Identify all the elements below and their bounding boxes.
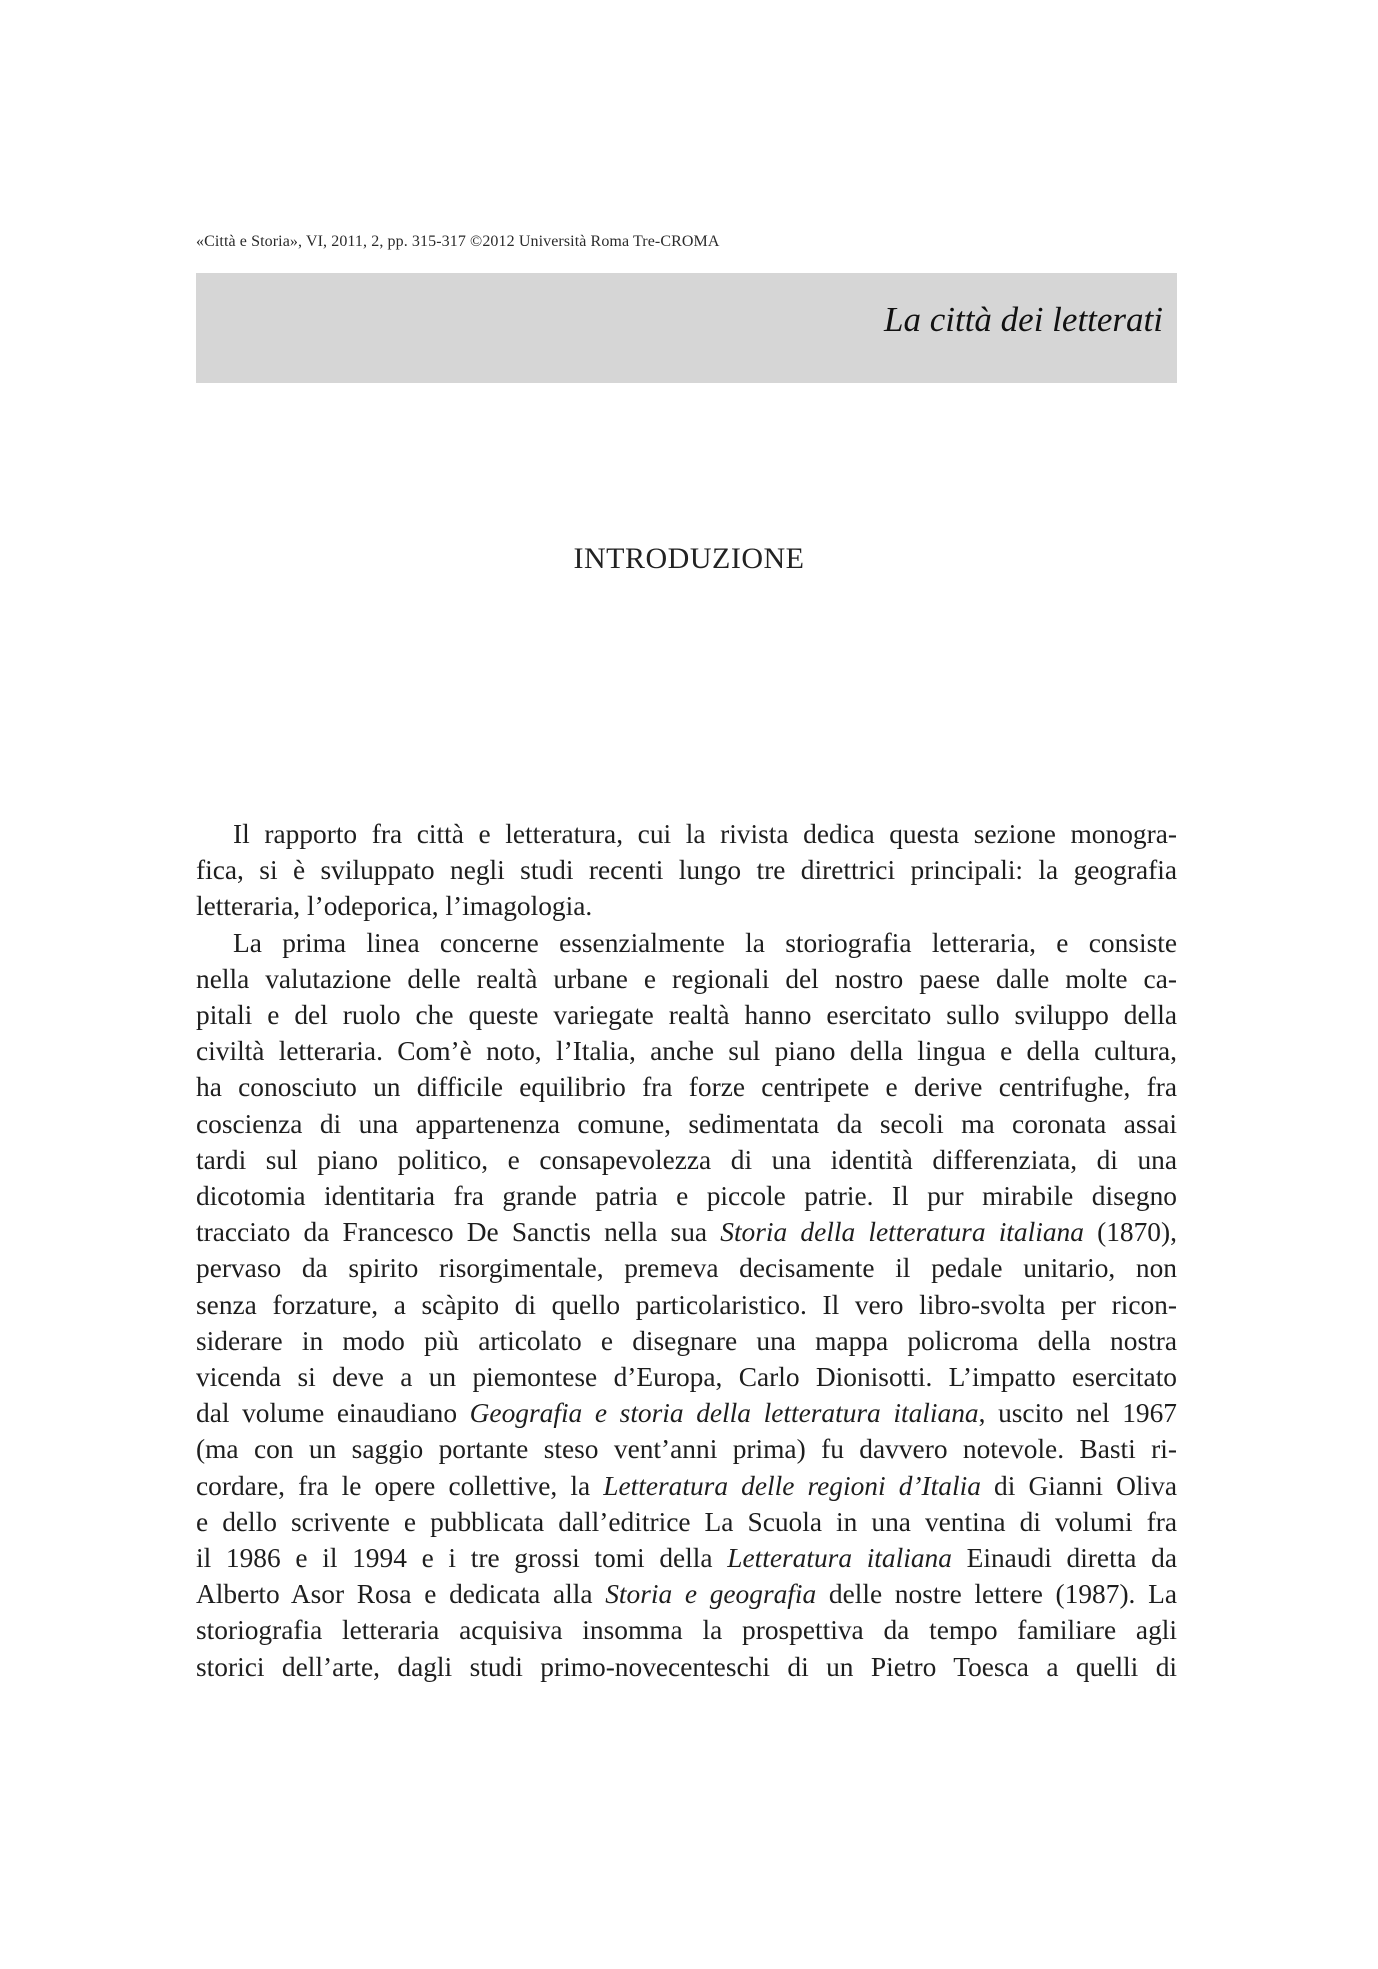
text-run: delle nostre lettere (1987). La <box>816 1579 1177 1610</box>
text-line: Il rapporto fra città e letteratura, cui la rivista dedica questa sezione monogra- <box>233 819 1177 849</box>
text-line: letteraria, l’odeporica, l’imagologia. <box>196 891 593 922</box>
section-banner <box>196 273 1177 383</box>
text-line: civiltà letteraria. Com’è noto, l’Italia, anche sul piano della lingua e della cultura, <box>196 1036 1177 1067</box>
text-line: ha conosciuto un difficile equilibrio fra forze centripete e derive centrifughe, fra <box>196 1072 1177 1103</box>
text-line: e dello scrivente e pubblicata dall’editrice La Scuola in una ventina di volumi fra <box>196 1506 1177 1537</box>
text-run: tracciato da Francesco De Sanctis nella sua <box>196 1217 721 1248</box>
text-line: storiografia letteraria acquisiva insomma la prospettiva da tempo familiare agli <box>196 1615 1177 1646</box>
text-line: La prima linea concerne essenzialmente la storiografia letteraria, e consiste <box>233 927 1177 958</box>
text-run: cordare, fra le opere collettive, la <box>196 1470 604 1501</box>
text-line: vicenda si deve a un piemontese d’Europa, Carlo Dionisotti. L’impatto esercitato <box>196 1362 1177 1393</box>
paragraph-2 <box>196 925 1177 1685</box>
book-title: Letteratura italiana <box>727 1543 952 1574</box>
body-text <box>196 816 1177 1685</box>
text-line <box>196 1214 1177 1250</box>
text-run: Einaudi diretta da <box>951 1543 1177 1574</box>
text-run: il 1986 e il 1994 e i tre grossi tomi della <box>196 1543 728 1574</box>
text-line <box>196 1540 1177 1576</box>
text-line: nella valutazione delle realtà urbane e regionali del nostro paese dalle molte ca- <box>196 963 1177 994</box>
text-line: siderare in modo più articolato e disegnare una mappa policroma della nostra <box>196 1325 1177 1356</box>
text-line <box>196 1576 1177 1612</box>
running-head: «Città e Storia», VI, 2011, 2, pp. 315-317 ©2012 Università Roma Tre-CROMA <box>196 233 720 250</box>
text-line: fica, si è sviluppato negli studi recenti lungo tre direttrici principali: la geografia <box>196 855 1177 886</box>
text-run: di Gianni Oliva <box>980 1470 1177 1501</box>
text-line: senza forzature, a scàpito di quello particolaristico. Il vero libro-svolta per ricon- <box>196 1289 1177 1320</box>
text-run: Alberto Asor Rosa e dedicata alla <box>196 1579 606 1610</box>
text-line: pitali e del ruolo che queste variegate realtà hanno esercitato sullo sviluppo della <box>196 1000 1177 1031</box>
text-run: dal volume einaudiano <box>196 1398 470 1429</box>
paragraph-1 <box>196 816 1177 925</box>
text-line <box>196 1468 1177 1504</box>
text-line: pervaso da spirito risorgimentale, premeva decisamente il pedale unitario, non <box>196 1253 1177 1284</box>
text-run: (1870), <box>1083 1217 1177 1248</box>
text-line: coscienza di una appartenenza comune, sedimentata da secoli ma coronata assai <box>196 1108 1177 1139</box>
book-title: Storia e geografia <box>605 1579 817 1610</box>
text-line: dicotomia identitaria fra grande patria e piccole patrie. Il pur mirabile disegno <box>196 1181 1177 1212</box>
section-title: La città dei letterati <box>884 300 1163 339</box>
text-line <box>196 1395 1177 1431</box>
text-line: storici dell’arte, dagli studi primo-novecenteschi di un Pietro Toesca a quelli di <box>196 1651 1177 1682</box>
text-run: , uscito nel 1967 <box>978 1398 1177 1429</box>
article-title: INTRODUZIONE <box>573 542 805 575</box>
text-line: tardi sul piano politico, e consapevolezza di una identità differenziata, di una <box>196 1144 1177 1175</box>
book-title: Geografia e storia della letteratura italiana <box>469 1398 979 1429</box>
book-title: Storia della letteratura italiana <box>720 1217 1084 1248</box>
text-line: (ma con un saggio portante steso vent’anni prima) fu davvero notevole. Basti ri- <box>196 1434 1177 1465</box>
book-title: Letteratura delle regioni d’Italia <box>603 1470 981 1501</box>
